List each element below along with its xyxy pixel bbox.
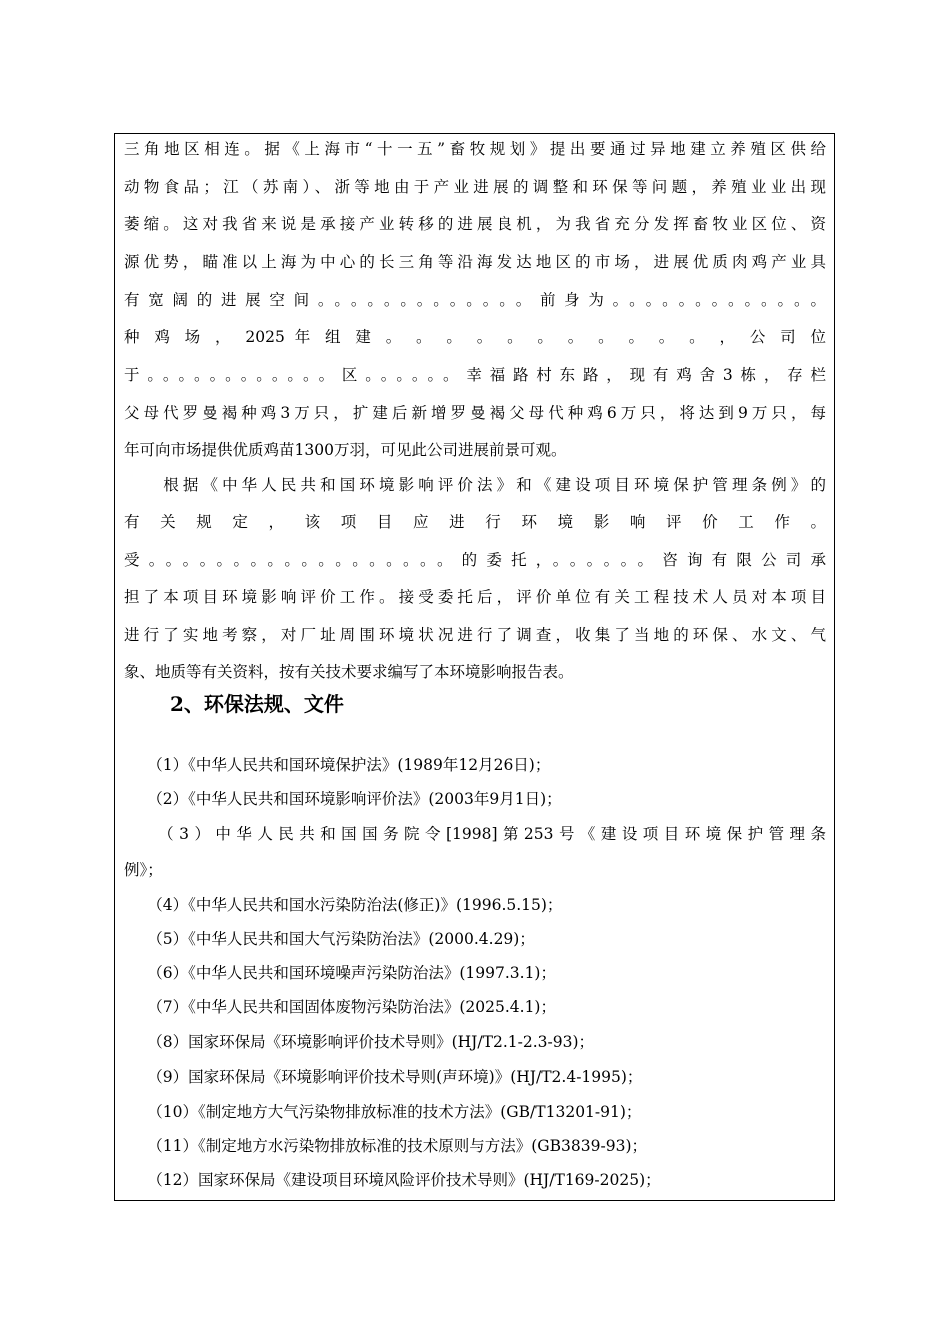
regulation-item: （11）《制定地方水污染物排放标准的技术原则与方法》(GB3839-93)； — [124, 1137, 647, 1155]
regulation-item: 例》； — [124, 861, 163, 879]
regulation-item: （7）《中华人民共和国固体废物污染防治法》(2025.4.1)； — [124, 998, 556, 1016]
section-heading: 2、环保法规、文件 — [170, 692, 344, 716]
regulation-item: （3）中华人民共和国国务院令[1998]第253号《建设项目环境保护管理条 — [124, 825, 826, 843]
regulation-item: （8）国家环保局《环境影响评价技术导则》(HJ/T2.1-2.3-93)； — [124, 1033, 594, 1051]
regulation-item: （4）《中华人民共和国水污染防治法(修正)》(1996.5.15)； — [124, 896, 563, 914]
paragraph-line: 源优势，瞄准以上海为中心的长三角等沿海发达地区的市场，进展优质肉鸡产业具 — [124, 253, 826, 271]
paragraph-line: 象、地质等有关资料，按有关技术要求编写了本环境影响报告表。 — [124, 663, 574, 681]
regulation-item: （2）《中华人民共和国环境影响评价法》(2003年9月1日)； — [124, 790, 562, 808]
paragraph-line: 萎缩。这对我省来说是承接产业转移的进展良机，为我省充分发挥畜牧业区位、资 — [124, 215, 826, 233]
paragraph-line: 有宽阔的进展空间。。。。。。。。。。。。。前身为。。。。。。。。。。。。。 — [124, 291, 826, 309]
paragraph-line: 根据《中华人民共和国环境影响评价法》和《建设项目环境保护管理条例》的 — [124, 476, 826, 494]
paragraph-line: 于。。。。。。。。。。。。区。。。。。。幸福路村东路，现有鸡舍3栋，存栏 — [124, 366, 826, 384]
paragraph-line: 受。。。。。。。。。。。。。。。。。。的委托，。。。。。。咨询有限公司承 — [124, 551, 826, 569]
paragraph-line: 有 关 规 定 ， 该 项 目 应 进 行 环 境 影 响 评 价 工 作 。 — [124, 513, 826, 531]
regulation-item: （5）《中华人民共和国大气污染防治法》(2000.4.29)； — [124, 930, 535, 948]
regulation-item: （6）《中华人民共和国环境噪声污染防治法》(1997.3.1)； — [124, 964, 556, 982]
paragraph-line: 种 鸡 场 ， 2025 年 组 建 。 。 。 。 。 。 。 。 。 。 。 ， 公 司 位 — [124, 328, 826, 346]
regulation-item: （1）《中华人民共和国环境保护法》(1989年12月26日)； — [124, 756, 551, 774]
paragraph-line: 动物食品；江（苏南）、浙等地由于产业进展的调整和环保等问题，养殖业业出现 — [124, 178, 826, 196]
paragraph-line: 担了本项目环境影响评价工作。接受委托后，评价单位有关工程技术人员对本项目 — [124, 588, 826, 606]
paragraph-line: 三角地区相连。据《上海市“十一五”畜牧规划》提出要通过异地建立养殖区供给 — [124, 140, 826, 158]
regulation-item: （10）《制定地方大气污染物排放标准的技术方法》(GB/T13201-91)； — [124, 1103, 642, 1121]
paragraph-line: 年可向市场提供优质鸡苗1300万羽，可见此公司进展前景可观。 — [124, 441, 567, 459]
paragraph-line: 进行了实地考察，对厂址周围环境状况进行了调查，收集了当地的环保、水文、气 — [124, 626, 826, 644]
regulation-item: （12）国家环保局《建设项目环境风险评价技术导则》(HJ/T169-2025)； — [124, 1171, 661, 1189]
paragraph-line: 父母代罗曼褐种鸡3万只，扩建后新增罗曼褐父母代种鸡6万只，将达到9万只，每 — [124, 404, 826, 422]
regulation-item: （9）国家环保局《环境影响评价技术导则(声环境)》(HJ/T2.4-1995)； — [124, 1068, 643, 1086]
